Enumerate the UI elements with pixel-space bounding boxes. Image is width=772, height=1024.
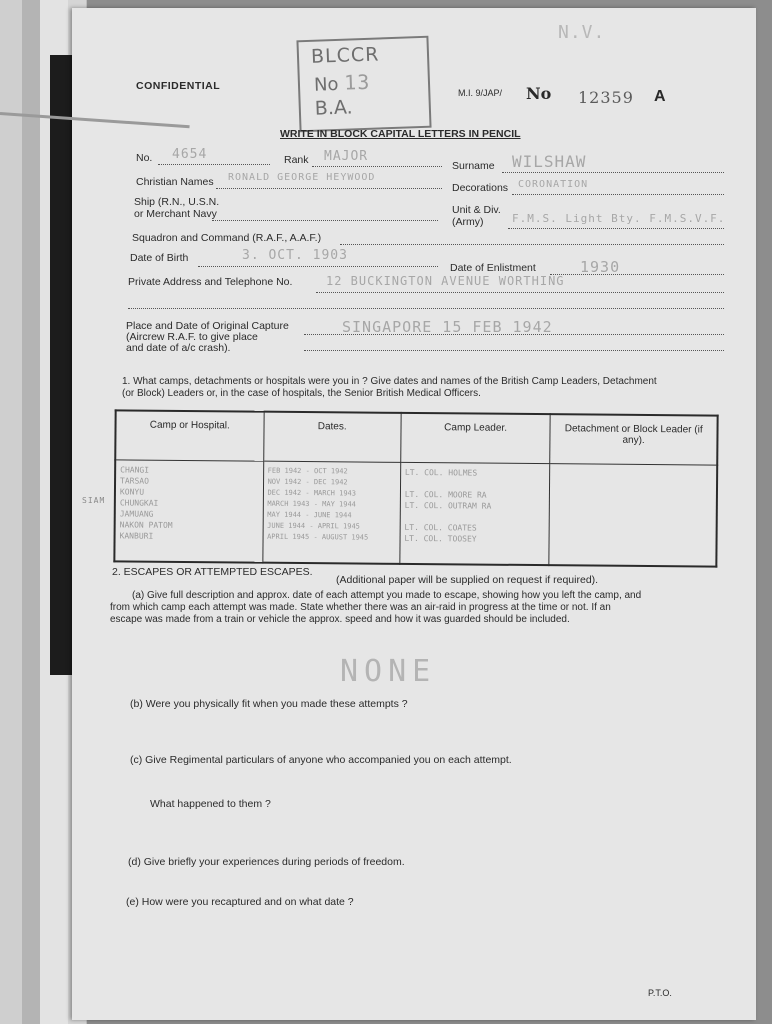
- question-2-heading: 2. ESCAPES OR ATTEMPTED ESCAPES.: [112, 566, 313, 578]
- confidential-label: CONFIDENTIAL: [136, 80, 221, 92]
- camps-table: [113, 409, 718, 567]
- stamp-number-label: No: [313, 73, 339, 96]
- ship-label-line1: Ship (R.N., U.S.N.: [134, 196, 220, 208]
- unit-value: F.M.S. Light Bty. F.M.S.V.F.: [512, 212, 726, 225]
- question-2a-line3: escape was made from a train or vehicle the approx. speed and how it was guarded should be included.: [110, 614, 570, 625]
- rank-value: MAJOR: [324, 149, 369, 164]
- escape-answer: NONE: [340, 654, 437, 689]
- ship-label-line2: or Merchant Navy: [134, 208, 217, 220]
- no-value: 4654: [172, 147, 208, 162]
- question-1-line1: 1. What camps, detachments or hospitals were you in ? Give dates and names of the British Camp Leaders, Detachment: [122, 376, 657, 387]
- capture-label-line3: and date of a/c crash).: [126, 342, 231, 354]
- address-label: Private Address and Telephone No.: [128, 276, 293, 288]
- col-leader-header: Camp Leader.: [401, 413, 551, 464]
- table-header-row: [115, 410, 717, 465]
- question-2d: (d) Give briefly your experiences during periods of freedom.: [128, 856, 405, 868]
- question-2b: (b) Were you physically fit when you made these attempts ?: [130, 698, 408, 710]
- dob-value: 3. OCT. 1903: [242, 248, 348, 263]
- question-2c: (c) Give Regimental particulars of anyone who accompanied you on each attempt.: [130, 754, 512, 766]
- stamp-line-1: BLCCR: [310, 43, 380, 68]
- squadron-label: Squadron and Command (R.A.F., A.A.F.): [132, 232, 322, 244]
- rank-label: Rank: [284, 154, 309, 166]
- form-suffix: A: [654, 88, 666, 105]
- stamp-line-3: B.A.: [314, 96, 353, 120]
- decorations-value: CORONATION: [518, 179, 589, 190]
- enlistment-value: 1930: [580, 258, 621, 276]
- pencil-instruction: WRITE IN BLOCK CAPITAL LETTERS IN PENCIL: [280, 128, 521, 140]
- question-1-line2: (or Block) Leaders or, in the case of hospitals, the Senior British Medical Officers.: [122, 388, 481, 399]
- question-2a-line2: from which camp each attempt was made. State whether there was an air-raid in progress at the time or not. If an: [110, 602, 611, 613]
- reference-code: M.I. 9/JAP/: [458, 88, 503, 98]
- question-2c-followup: What happened to them ?: [150, 798, 271, 810]
- form-number: 12359: [578, 88, 634, 107]
- camps-cell: CHANGI TARSAO KONYU CHUNGKAI JAMUANG NAKON PATOM KANBURI: [114, 460, 263, 563]
- capture-value: SINGAPORE 15 FEB 1942: [342, 318, 553, 336]
- surname-value: WILSHAW: [512, 152, 587, 171]
- question-2a-line1: (a) Give full description and approx. date of each attempt you made to escape, showing how you left the camp, and: [132, 590, 642, 601]
- form-sheet: [72, 8, 756, 1020]
- leaders-cell: LT. COL. HOLMES LT. COL. MOORE RA LT. COL. OUTRAM RA LT. COL. COATES LT. COL. TOOSEY: [400, 462, 550, 565]
- col-detachment-header: Detachment or Block Leader (if any).: [550, 414, 718, 465]
- question-2e: (e) How were you recaptured and on what date ?: [126, 896, 354, 908]
- question-2-note: (Additional paper will be supplied on request if required).: [336, 574, 599, 586]
- col-camp-header: Camp or Hospital.: [115, 410, 263, 461]
- christian-names-label: Christian Names: [136, 176, 214, 188]
- office-stamp: [296, 36, 431, 133]
- detachment-cell: [549, 464, 717, 567]
- file-stack-edge: [22, 0, 41, 1024]
- stamp-number-value: 13: [343, 69, 371, 95]
- decorations-label: Decorations: [452, 182, 509, 194]
- unit-label-line1: Unit & Div.: [452, 204, 501, 216]
- dates-cell: FEB 1942 - OCT 1942 NOV 1942 - DEC 1942 DEC 1942 - MARCH 1943 MARCH 1943 - MAY 1944 MAY 1944 - JUNE 1944 JUNE 1944 - APRIL 1945 APRIL 1945 - AUGUST 1945: [262, 461, 400, 564]
- surname-label: Surname: [452, 160, 495, 172]
- capture-label-line2: (Aircrew R.A.F. to give place: [126, 331, 258, 343]
- col-dates-header: Dates.: [263, 412, 401, 463]
- margin-note: SIAM: [82, 496, 106, 505]
- address-value: 12 BUCKINGTON AVENUE WORTHING: [326, 274, 565, 288]
- corner-handwritten-mark: N.V.: [558, 22, 606, 43]
- dob-label: Date of Birth: [130, 252, 189, 264]
- no-label: No.: [136, 152, 153, 164]
- please-turn-over: P.T.O.: [648, 988, 672, 998]
- christian-names-value: RONALD GEORGE HEYWOOD: [228, 172, 376, 183]
- unit-label-line2: (Army): [452, 216, 484, 228]
- table-row: [114, 460, 717, 567]
- file-stack-edge: [0, 0, 23, 1024]
- capture-label-line1: Place and Date of Original Capture: [126, 320, 289, 332]
- number-label: No: [526, 84, 552, 103]
- enlistment-label: Date of Enlistment: [450, 262, 536, 274]
